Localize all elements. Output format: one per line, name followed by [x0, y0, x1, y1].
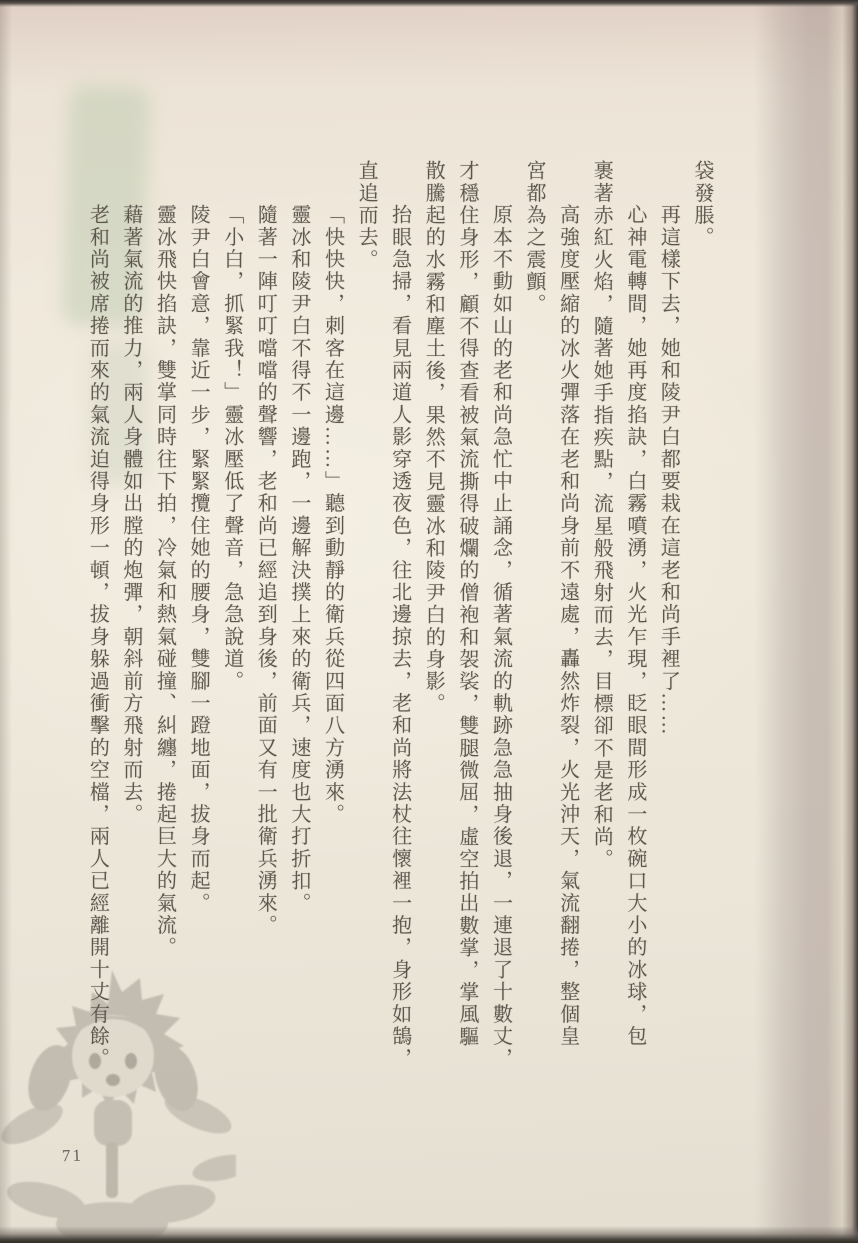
- scan-edge-left: [0, 0, 12, 1243]
- page-number: 71: [61, 1145, 84, 1166]
- text-column: 裹著赤紅火焰，隨著她手指疾點，流星般飛射而去，目標卻不是老和尚。: [590, 160, 613, 871]
- scan-edge-top: [0, 0, 858, 7]
- text-column: 靈冰飛快掐訣，雙掌同時往下拍，冷氣和熱氣碰撞、糾纏，捲起巨大的氣流。: [153, 204, 176, 959]
- text-column: 「小白，抓緊我！」靈冰壓低了聲音，急急說道。: [220, 204, 243, 693]
- text-column: 隨著一陣叮叮噹噹的聲響，老和尚已經追到身後，前面又有一批衛兵湧來。: [254, 204, 277, 937]
- text-column: 高強度壓縮的冰火彈落在老和尚身前不遠處，轟然炸裂，火光沖天，氣流翻捲，整個皇: [556, 204, 579, 1048]
- text-column: 靈冰和陵尹白不得不一邊跑，一邊解決撲上來的衛兵，速度也大打折扣。: [287, 204, 310, 915]
- text-column: 直追而去。: [355, 160, 378, 271]
- paper-tint: [0, 6, 858, 90]
- text-column: 陵尹白會意，靠近一步，緊緊攬住她的腰身，雙腳一蹬地面，拔身而起。: [187, 204, 210, 915]
- text-column: 再這樣下去，她和陵尹白都要栽在這老和尚手裡了……: [657, 204, 680, 737]
- text-column: 才穩住身形，顧不得查看被氣流撕得破爛的僧袍和袈裟，雙腿微屈，虛空拍出數掌，掌風驅: [455, 160, 478, 1048]
- text-column: 老和尚被席捲而來的氣流迫得身形一頓，拔身躲過衝擊的空檔，兩人已經離開十丈有餘。: [86, 204, 109, 1070]
- novel-text-block: [74, 160, 718, 1074]
- text-column: 藉著氣流的推力，兩人身體如出膛的炮彈，朝斜前方飛射而去。: [119, 204, 142, 826]
- text-column: 宮都為之震顫。: [523, 160, 546, 316]
- text-column: 心神電轉間，她再度掐訣，白霧噴湧，火光乍現，眨眼間形成一枚碗口大小的冰球，包: [623, 204, 646, 1048]
- text-column: 「快快快，刺客在這邊……」聽到動靜的衛兵從四面八方湧來。: [321, 204, 344, 826]
- scan-edge-bottom: [0, 1226, 858, 1243]
- text-column: 原本不動如山的老和尚急忙中止誦念，循著氣流的軌跡急急抽身後退，一連退了十數丈，: [489, 204, 512, 1070]
- text-column: 抬眼急掃，看見兩道人影穿透夜色，往北邊掠去，老和尚將法杖往懷裡一抱，身形如鵠，: [388, 204, 411, 1070]
- text-column: 袋發脹。: [691, 160, 713, 249]
- page-spine-shadow: [754, 0, 858, 1243]
- text-column: 散騰起的水霧和塵土後，果然不見靈冰和陵尹白的身影。: [422, 160, 445, 715]
